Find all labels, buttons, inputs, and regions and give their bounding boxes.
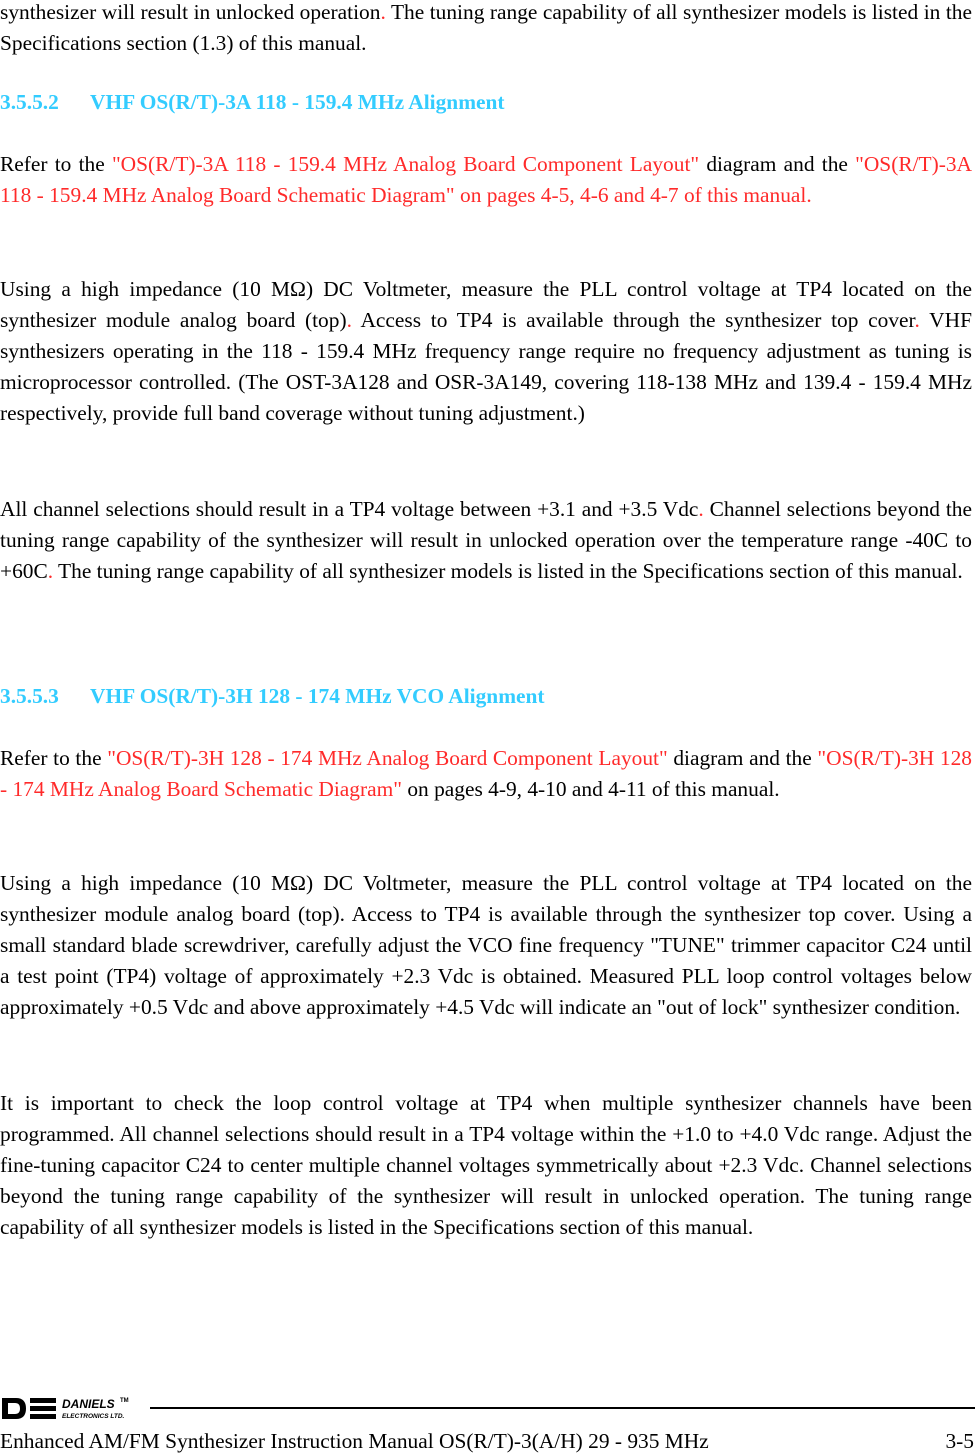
p3-text-c: The tuning range capability of all synthesizer models is listed in the Specifications section of this manual. [53,559,963,583]
schematic-diagram-link[interactable]: "OS(R/T)-3H 128 - 174 MHz Analog Board Schematic Diagram" [0,746,972,801]
daniels-logo [0,1394,160,1424]
section-3553-loop-control-paragraph: It is important to check the loop control voltage at TP4 when multiple synthesizer channels have been programmed. All channel selections should result in a TP4 voltage within the +1.0 to +4.0 Vdc range. Adjust the fine-tuning capacitor C24 to center multiple channel voltages symmetrically about +2.3 Vdc. Channel selections beyond the tuning range capability of the synthesizer will result in unlocked operation. The tuning range capability of all synthesizer models is listed in the Specifications section of this manual. [0,1091,972,1239]
schematic-diagram-link[interactable]: "OS(R/T)-3A 118 - 159.4 MHz Analog Board Schematic Diagram" on pages 4-5, 4-6 and 4-7 of this manual. [0,152,972,207]
section-title: VHF OS(R/T)-3A 118 - 159.4 MHz Alignment [90,90,505,114]
refer-pre: Refer to the [0,152,112,176]
section-title: VHF OS(R/T)-3H 128 - 174 MHz VCO Alignment [90,684,545,708]
section-3553-refer-paragraph [0,743,972,805]
component-layout-link[interactable]: "OS(R/T)-3A 118 - 159.4 MHz Analog Board Component Layout" [111,152,700,176]
intro-red-dot: . [380,0,386,24]
component-layout-link[interactable]: "OS(R/T)-3H 128 - 174 MHz Analog Board Component Layout" [107,746,668,770]
logo-tm: TM [120,1398,129,1404]
section-3553-heading [0,681,545,712]
section-number: 3.5.5.3 [0,684,59,708]
refer-pre: Refer to the [0,746,108,770]
section-3552-voltmeter-paragraph [0,274,972,429]
p2-text-c: VHF synthesizers operating in the 118 - 159.4 MHz frequency range require no frequency adjustment as tuning is microprocessor controlled. (The OST-3A128 and OSR-3A149, covering 118-138 MHz and 139.4 - 159.4 MHz respectively, provide full band coverage without tuning adjustment.) [0,308,972,425]
p2-text-a: Using a high impedance (10 MΩ) DC Voltmeter, measure the PLL control voltage at TP4 located on the synthesizer module analog board (top) [0,277,972,332]
footer-divider [150,1407,975,1409]
footer-page-number: 3-5 [945,1429,974,1453]
intro-text-2: The tuning range capability of all synthesizer models is listed in the Specifications section (1.3) of this manual. [0,0,973,55]
logo-subtitle: ELECTRONICS LTD. [62,1413,125,1420]
logo-name: DANIELS [62,1397,115,1411]
p2-text-b: Access to TP4 is available through the synthesizer top cover [351,308,915,332]
intro-paragraph [0,0,972,59]
section-3553-voltmeter-paragraph: Using a high impedance (10 MΩ) DC Voltmeter, measure the PLL control voltage at TP4 located on the synthesizer module analog board (top). Access to TP4 is available through the synthesizer top cover. Using a small standard blade screwdriver, carefully adjust the VCO fine frequency "TUNE" trimmer capacitor C24 until a test point (TP4) voltage of approximately +2.3 Vdc is obtained. Measured PLL loop control voltages below approximately +0.5 Vdc and above approximately +4.5 Vdc will indicate an "out of lock" synthesizer condition. [0,871,972,1019]
refer-mid: diagram and the [699,152,856,176]
p3-text-b: Channel selections beyond the tuning range capability of the synthesizer will result in unlocked operation over the temperature range -40C to +60C [0,497,972,583]
refer-post: on pages 4-9, 4-10 and 4-11 of this manual. [401,777,780,801]
p3-text-a: All channel selections should result in a TP4 voltage between +3.1 and +3.5 Vdc [0,497,699,521]
section-3552-channel-paragraph [0,494,972,587]
p2-red-dot-b: . [914,308,920,332]
section-3552-refer-paragraph [0,149,972,211]
section-3552-heading [0,87,505,118]
refer-mid: diagram and the [667,746,818,770]
section-number: 3.5.5.2 [0,90,59,114]
intro-text-1: synthesizer will result in unlocked operation [0,0,381,24]
footer-manual-title: Enhanced AM/FM Synthesizer Instruction Manual OS(R/T)-3(A/H) 29 - 935 MHz [0,1429,709,1453]
p3-red-dot-b: . [47,559,54,583]
p3-red-dot-a: . [698,497,704,521]
p2-red-dot-a: . [346,308,352,332]
